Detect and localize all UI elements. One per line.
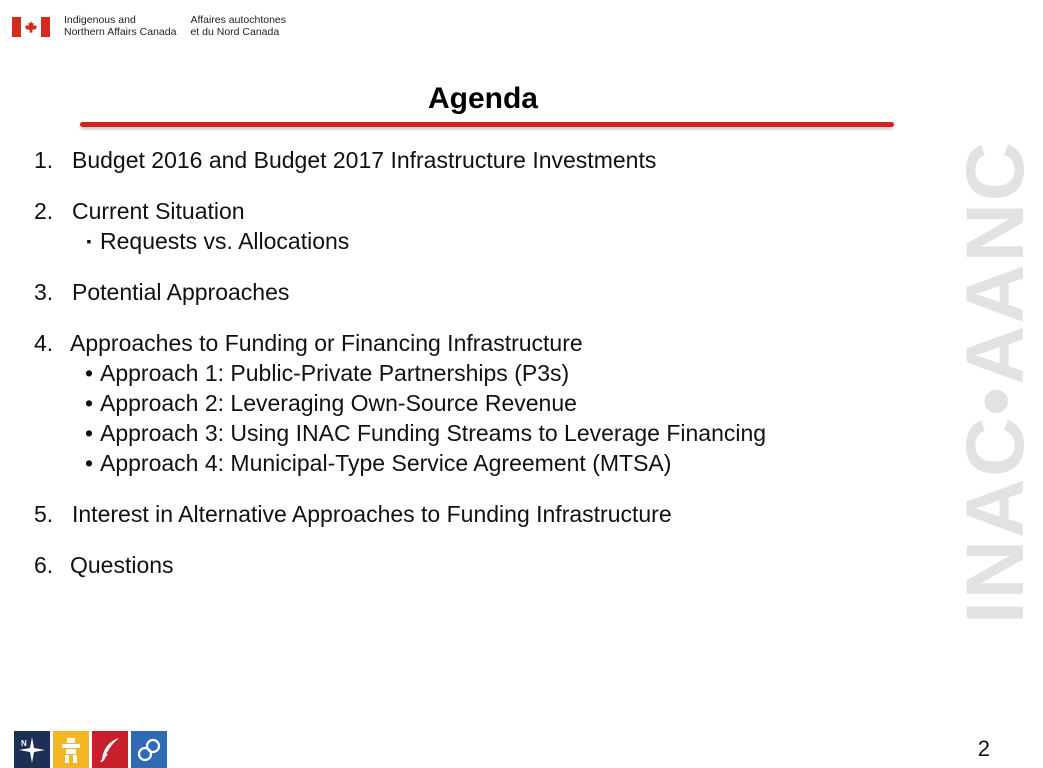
dot-bullet-icon: •: [84, 390, 94, 416]
dot-bullet-icon: •: [84, 360, 94, 386]
header: [12, 14, 286, 44]
agenda-subitem: • Approach 4: Municipal-Type Service Agreement (MTSA): [34, 448, 914, 478]
svg-text:N: N: [21, 738, 27, 748]
canada-flag-icon: [12, 17, 50, 37]
infinity-icon: [131, 731, 167, 768]
slide-title: Agenda: [427, 82, 538, 115]
compass-icon: [14, 731, 50, 768]
agenda-item-2: 2. Current Situation: [34, 198, 245, 224]
agenda-item-4: 4. Approaches to Funding or Financing Infrastructure: [34, 330, 583, 356]
square-bullet-icon: ▪: [86, 233, 92, 249]
dot-bullet-icon: •: [84, 450, 94, 476]
title-rule: [80, 122, 894, 127]
agenda-subitem: • Approach 1: Public-Private Partnerships (P3s): [34, 358, 914, 388]
department-name-en: Indigenous and Northern Affairs Canada: [64, 14, 177, 38]
agenda-item-6: 6. Questions: [34, 552, 174, 578]
agenda-item-5: 5. Interest in Alternative Approaches to Funding Infrastructure: [34, 501, 672, 527]
inac-aanc-watermark: INAC•AANC: [950, 139, 1042, 625]
agenda-subitem: • Approach 3: Using INAC Funding Streams to Leverage Financing: [34, 418, 914, 448]
agenda-item-1: 1. Budget 2016 and Budget 2017 Infrastructure Investments: [34, 147, 657, 173]
agenda-subitem: • Approach 2: Leveraging Own-Source Revenue: [34, 388, 914, 418]
department-name-fr: Affaires autochtones et du Nord Canada: [190, 14, 287, 38]
dot-bullet-icon: •: [84, 420, 94, 446]
agenda-list: [34, 145, 914, 580]
page-number: 2: [977, 736, 990, 761]
agenda-item-3: 3. Potential Approaches: [34, 279, 290, 305]
feather-icon: [92, 731, 128, 768]
footer-icon-strip: [14, 731, 167, 768]
inukshuk-icon: [53, 731, 89, 768]
agenda-subitem: ▪ Requests vs. Allocations: [34, 226, 914, 256]
